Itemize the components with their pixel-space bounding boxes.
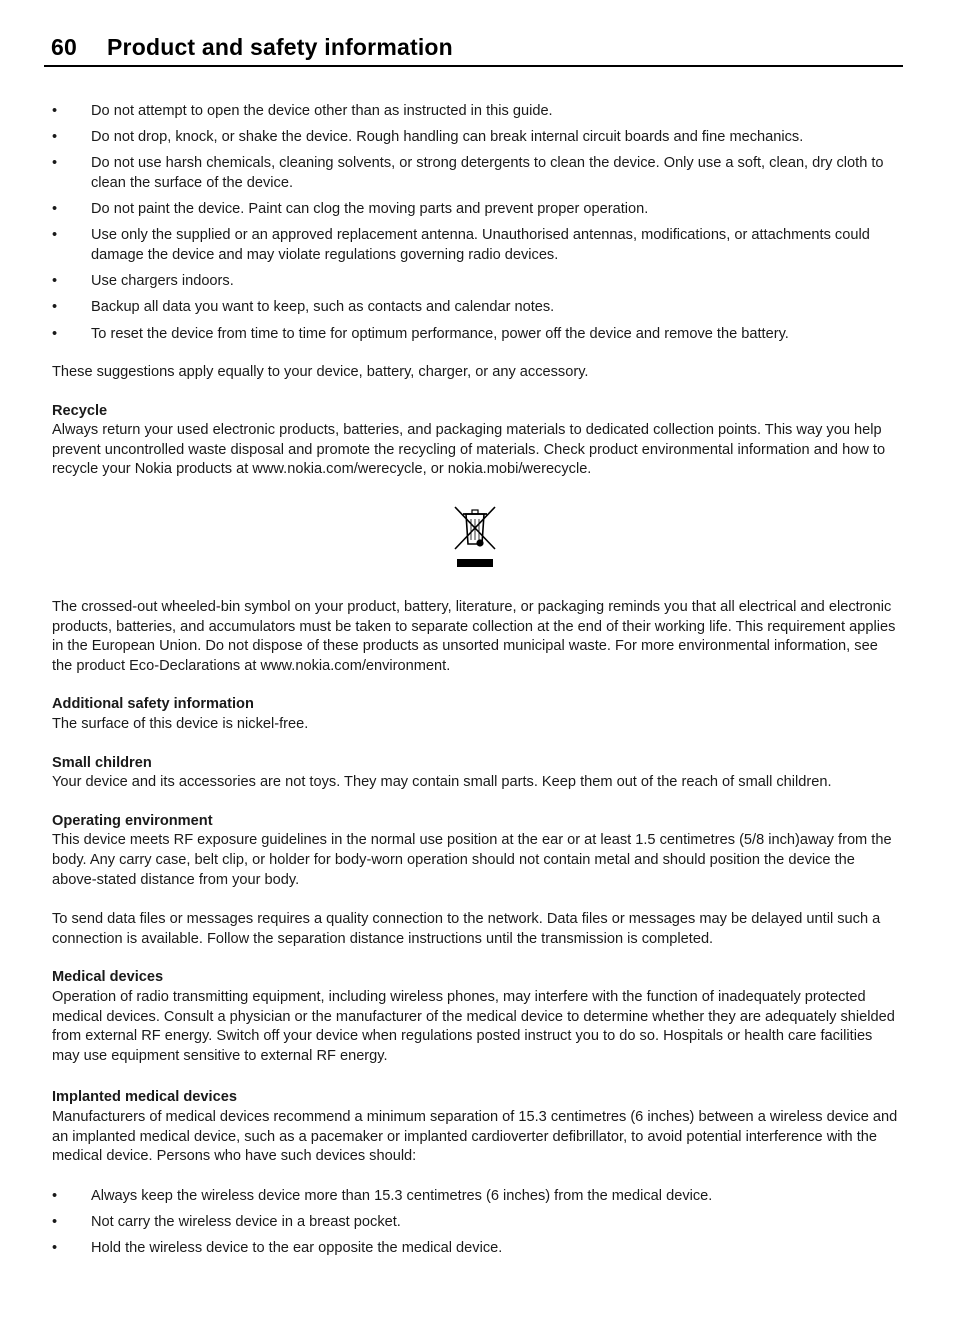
suggestions-note: These suggestions apply equally to your device, battery, charger, or any accessory. — [52, 364, 589, 381]
crossed-out-wheeled-bin-icon — [52, 504, 898, 568]
list-item: • Not carry the wireless device in a breast pocket. — [52, 1213, 898, 1233]
list-item: • Always keep the wireless device more than 15.3 centimetres (6 inches) from the medical device. — [52, 1187, 898, 1207]
list-item: • Backup all data you want to keep, such as contacts and calendar notes. — [52, 298, 898, 318]
care-list — [52, 102, 898, 344]
implanted-list — [52, 1187, 898, 1259]
implanted-text: Manufacturers of medical devices recommend a minimum separation of 15.3 centimetres (6 inches) between a wireless device and an implanted medical device, such as a pacemaker or implanted cardioverter defibrillator, to avoid potential interference with the medical device. Persons who have such devices should: — [52, 1108, 898, 1165]
list-item: • Use only the supplied or an approved replacement antenna. Unauthorised antennas, modifications, or attachments could damage the device and may violate regulations governing radio devices. — [52, 227, 870, 263]
page-number: 60 — [51, 34, 77, 60]
bullet: • — [52, 1187, 58, 1204]
recycle-text: Always return your used electronic products, batteries, and packaging materials to dedicated collection points. This way you help prevent uncontrolled waste disposal and promote the recycling of materials. Check product environmental information and how to recycle your Nokia products at www.nokia.com/werecycle, or nokia.mobi/werecycle. — [52, 422, 886, 478]
environment-heading: Operating environment — [52, 812, 213, 829]
environment-text-2: To send data files or messages requires a quality connection to the network. Data files or messages may be delayed until such a connection is available. Follow the separation distance instructions until the transmission is completed. — [52, 911, 881, 947]
additional-text: The surface of this device is nickel-free. — [52, 716, 309, 733]
list-item: • Use chargers indoors. — [52, 272, 898, 292]
list-item: • To reset the device from time to time for optimum performance, power off the device and remove the battery. — [52, 325, 898, 345]
symbol-text: The crossed-out wheeled-bin symbol on your product, battery, literature, or packaging reminds you that all electrical and electronic products, batteries, and accumulators must be taken to separate collection at the end of their working life. This requirement applies in the European Union. Do not dispose of these products as unsorted municipal waste. For more environmental information, see the product Eco-Declarations at www.nokia.com/environment. — [52, 599, 896, 674]
bullet: • — [52, 325, 58, 342]
list-item: • Do not attempt to open the device other than as instructed in this guide. — [52, 102, 898, 122]
list-item: • Do not use harsh chemicals, cleaning solvents, or strong detergents to clean the device. Only use a soft, clean, dry cloth to clean the surface of the device. — [52, 155, 884, 191]
bullet: • — [52, 155, 58, 172]
bullet: • — [52, 299, 58, 316]
bullet: • — [52, 273, 58, 290]
bullet: • — [52, 1213, 58, 1230]
page-content — [52, 102, 898, 1265]
bullet: • — [52, 129, 58, 146]
bullet: • — [52, 103, 58, 119]
page-title: Product and safety information — [107, 34, 453, 60]
list-item: • Hold the wireless device to the ear opposite the medical device. — [52, 1239, 898, 1259]
bullet: • — [52, 201, 58, 218]
children-text: Your device and its accessories are not toys. They may contain small parts. Keep them out of the reach of small children. — [52, 774, 832, 791]
recycle-heading: Recycle — [52, 402, 108, 419]
list-item: • Do not drop, knock, or shake the device. Rough handling can break internal circuit boards and fine mechanics. — [52, 128, 898, 148]
additional-heading: Additional safety information — [52, 696, 254, 713]
list-item: • Do not paint the device. Paint can clog the moving parts and prevent proper operation. — [52, 200, 898, 220]
medical-heading: Medical devices — [52, 969, 164, 986]
children-heading: Small children — [52, 754, 152, 771]
medical-text: Operation of radio transmitting equipment, including wireless phones, may interfere with the function of inadequately protected medical devices. Consult a physician or the manufacturer of the medical device to determine whether they are adequately shielded from external RF energy. Switch off your device when regulations posted instruct you to do so. Hospitals or health care facilities may use equipment sensitive to external RF energy. — [52, 988, 895, 1064]
implanted-heading: Implanted medical devices — [52, 1089, 237, 1106]
bullet: • — [52, 1240, 58, 1257]
bullet: • — [52, 227, 58, 244]
page-header — [44, 32, 903, 67]
environment-text-1: This device meets RF exposure guidelines in the normal use position at the ear or at least 1.5 centimetres (5/8 inch)away from the body. Any carry case, belt clip, or holder for body-worn operation should not contain metal and should position the device the above-stated distance from your body. — [52, 832, 892, 888]
